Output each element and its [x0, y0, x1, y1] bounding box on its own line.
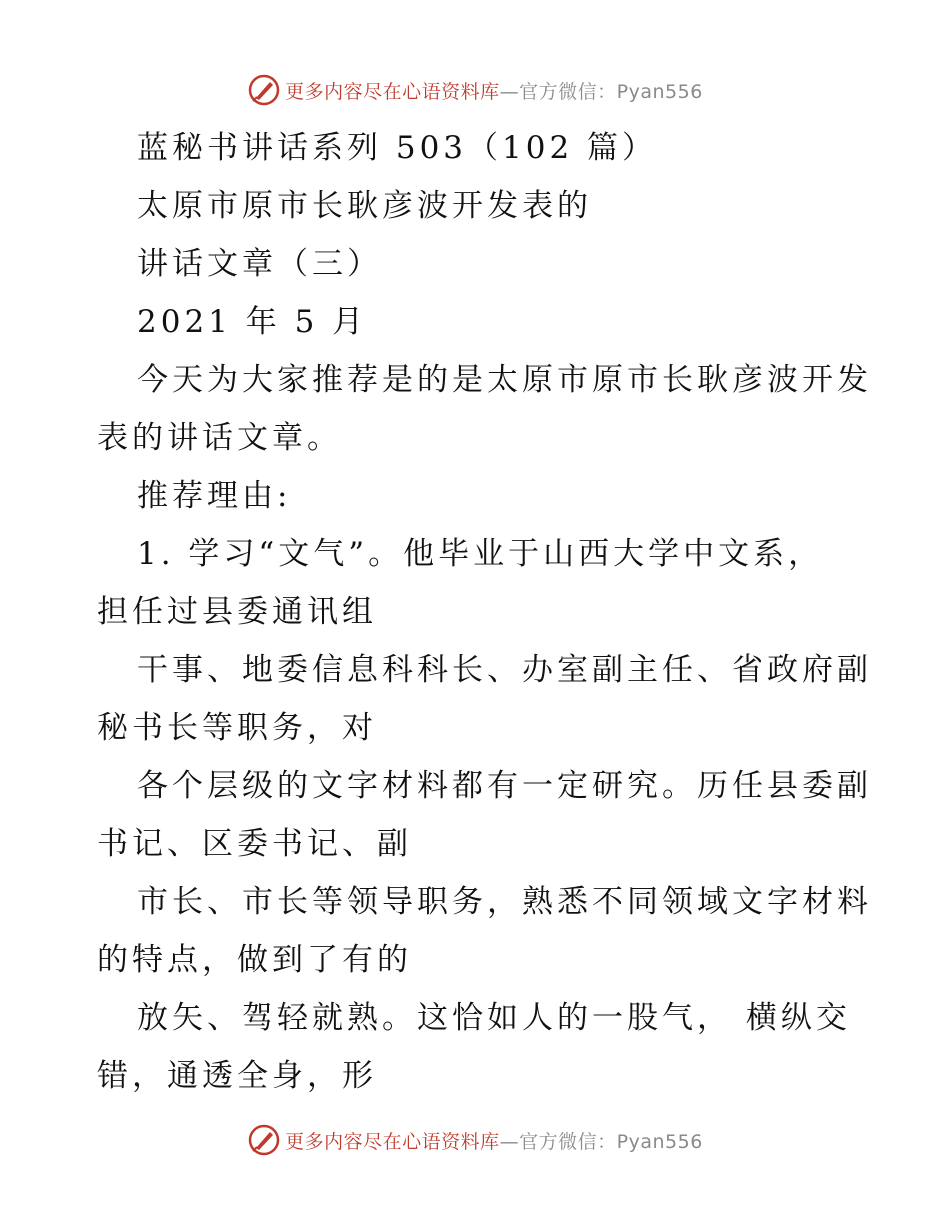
paragraph-line: 表的讲话文章。	[97, 420, 342, 456]
paragraph-line: 市长、市长等领导职务，熟悉不同领域文字材料	[137, 884, 872, 920]
quill-logo-icon	[247, 73, 281, 107]
doc-title-line-1: 蓝秘书讲话系列 503（102 篇）	[137, 130, 658, 166]
watermark-sub-text: —官方微信：Pyan556	[499, 80, 703, 103]
paragraph-line: 担任过县委通讯组	[97, 594, 377, 630]
doc-date: 2021 年 5 月	[137, 304, 368, 340]
footer-watermark	[0, 1120, 950, 1160]
section-heading: 推荐理由:	[137, 478, 292, 514]
doc-title-line-2: 太原市原市长耿彦波开发表的	[137, 188, 592, 224]
paragraph-line: 放矢、驾轻就熟。这恰如人的一股气， 横纵交	[137, 1000, 851, 1036]
paragraph-line: 的特点，做到了有的	[97, 942, 412, 978]
header-watermark	[0, 70, 950, 110]
watermark-main-text: 更多内容尽在心语资料库	[285, 1130, 500, 1153]
watermark-sub-text: —官方微信：Pyan556	[499, 1130, 703, 1153]
paragraph-line: 错，通透全身，形	[97, 1058, 377, 1094]
doc-title-line-3: 讲话文章（三）	[137, 246, 382, 282]
paragraph-line: 1. 学习“文气”。他毕业于山西大学中文系，	[137, 536, 824, 572]
watermark-main-text: 更多内容尽在心语资料库	[285, 80, 500, 103]
paragraph-line: 干事、地委信息科科长、办室副主任、省政府副	[137, 652, 872, 688]
paragraph-line: 秘书长等职务，对	[97, 710, 377, 746]
quill-logo-icon	[247, 1123, 281, 1157]
paragraph-line: 书记、区委书记、副	[97, 826, 412, 862]
paragraph-line: 各个层级的文字材料都有一定研究。历任县委副	[137, 768, 872, 804]
paragraph-line: 今天为大家推荐是的是太原市原市长耿彦波开发	[137, 362, 872, 398]
